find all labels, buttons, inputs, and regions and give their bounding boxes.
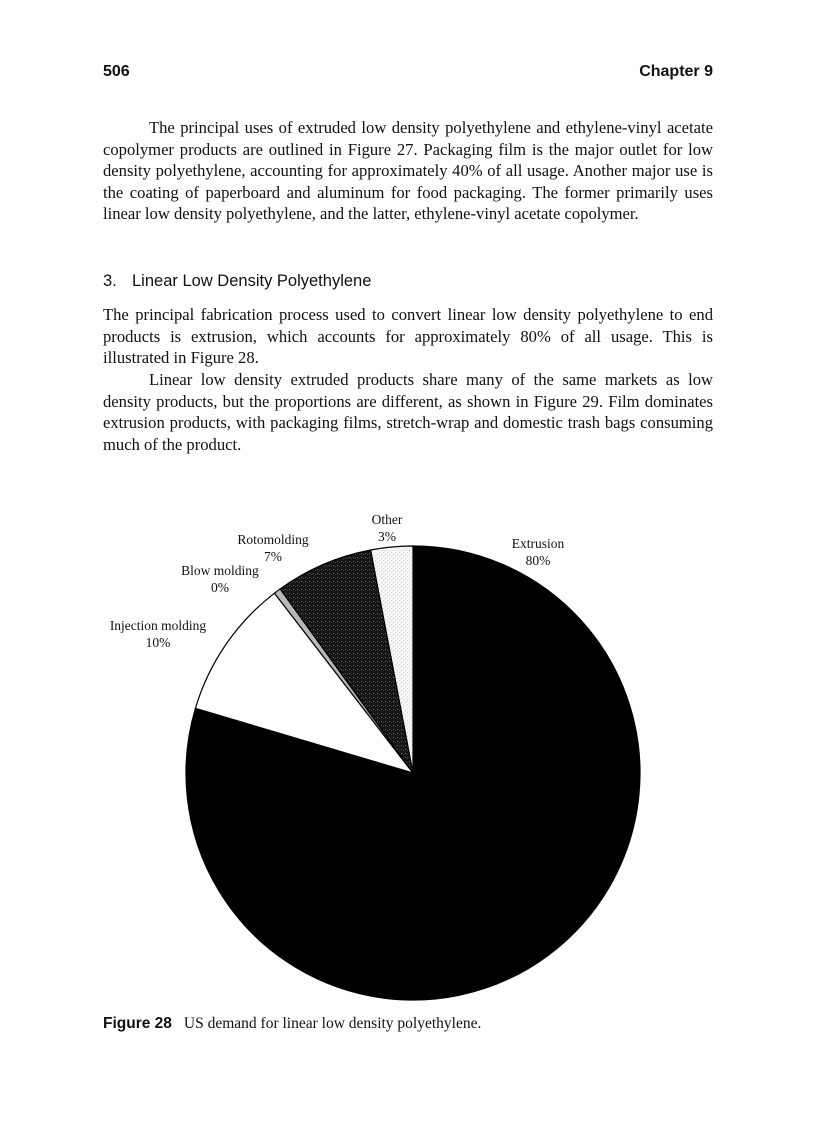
label-extrusion-value: 80% <box>525 553 551 568</box>
label-rotomolding-name: Rotomolding <box>237 532 309 547</box>
paragraph-intro: The principal uses of extruded low density polyethylene and ethylene-vinyl acetate copolymer products are outlined in Figure 27. Packaging film is the major outlet for low density polyethylene, accounting for approximately 40% of all usage. Another major use is the coating of paperboard and aluminum for food packaging. The former primarily uses linear low density polyethylene, and the latter, ethylene-vinyl acetate copolymer. <box>103 118 713 223</box>
label-injection-molding-name: Injection molding <box>109 618 207 633</box>
label-other-name: Other <box>371 512 403 527</box>
label-injection-molding <box>100 617 216 651</box>
label-blow-molding-value: 0% <box>211 580 229 595</box>
label-extrusion-name: Extrusion <box>511 536 565 551</box>
chapter-title: Chapter 9 <box>639 63 713 80</box>
label-blow-molding <box>172 562 268 596</box>
label-rotomolding-value: 7% <box>264 549 282 564</box>
label-injection-molding-value: 10% <box>145 635 171 650</box>
paragraph-markets: Linear low density extruded products share many of the same markets as low density products, but the proportions are different, as shown in Figure 29. Film dominates extrusion products, with packaging films, stretch-wrap and domestic trash bags consuming much of the product. <box>103 370 713 454</box>
pie-slices <box>186 546 640 1000</box>
figure-caption-text: US demand for linear low density polyethylene. <box>183 1015 482 1032</box>
page-number: 506 <box>103 63 130 80</box>
paragraph-fabrication: The principal fabrication process used to convert linear low density polyethylene to end products is extrusion, which accounts for approximately 80% of all usage. This is illustrated in Figure 28. <box>103 305 713 367</box>
label-extrusion <box>500 535 576 569</box>
section-number: 3. <box>103 272 117 290</box>
label-rotomolding <box>226 531 320 565</box>
label-other <box>354 511 420 545</box>
label-blow-molding-name: Blow molding <box>181 563 259 578</box>
figure-caption <box>103 1015 481 1033</box>
section-title: Linear Low Density Polyethylene <box>132 272 372 290</box>
figure-label: Figure 28 <box>103 1015 172 1032</box>
label-other-value: 3% <box>378 529 396 544</box>
